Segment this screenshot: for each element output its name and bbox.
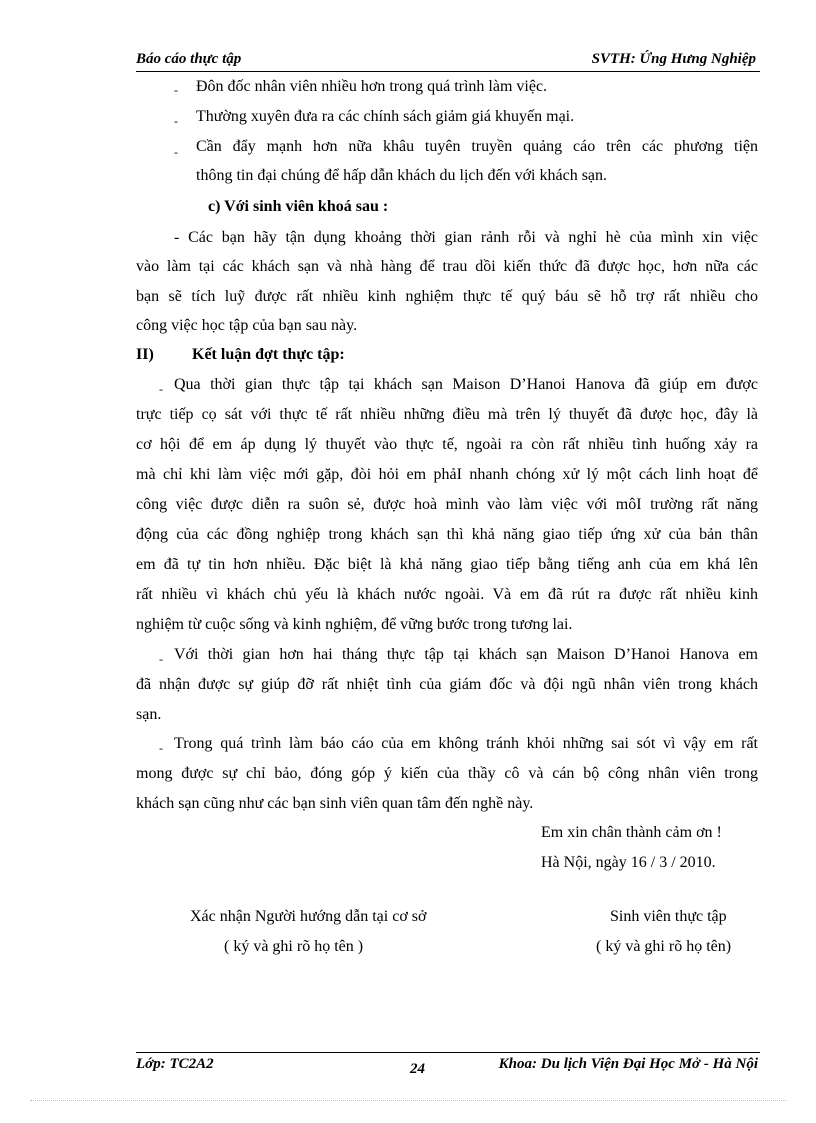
header-rule bbox=[136, 71, 760, 72]
footer-faculty: Khoa: Du lịch Viện Đại Học Mở - Hà Nội bbox=[498, 1056, 758, 1072]
closing-date: Hà Nội, ngày 16 / 3 / 2010. bbox=[541, 854, 716, 871]
footer-rule bbox=[136, 1052, 760, 1053]
bullet-dash: - bbox=[174, 83, 178, 97]
signature-right-note: ( ký và ghi rõ họ tên) bbox=[596, 938, 732, 955]
paragraph-line: đã nhận được sự giúp đỡ rất nhiệt tình của giám đốc và đội ngũ nhân viên trong khách bbox=[136, 676, 758, 693]
paragraph-dash: - bbox=[159, 652, 163, 666]
paragraph-line: khách sạn cũng như các bạn sinh viên quan tâm đến nghề này. bbox=[136, 795, 534, 812]
bullet-item: Cần đẩy mạnh hơn nữa khâu tuyên truyền quảng cáo trên các phương tiện bbox=[196, 138, 758, 155]
bullet-dash: - bbox=[174, 114, 178, 128]
signature-left-note: ( ký và ghi rõ họ tên ) bbox=[224, 938, 364, 955]
paragraph-line: - Các bạn hãy tận dụng khoảng thời gian rảnh rỗi và nghỉ hè của mình xin việc bbox=[174, 229, 758, 246]
signature-left-title: Xác nhận Người hướng dẫn tại cơ sở bbox=[190, 908, 427, 925]
paragraph-line: nghiệm từ cuộc sống và kinh nghiệm, để vững bước trong tương lai. bbox=[136, 616, 573, 633]
paragraph-line: Trong quá trình làm báo cáo của em không tránh khỏi những sai sót vì vậy em rất bbox=[174, 735, 758, 752]
paragraph-line: vào làm tại các khách sạn và nhà hàng để trau dồi kiến thức đã được học, hơn nữa các bbox=[136, 258, 758, 275]
paragraph-line: Với thời gian hơn hai tháng thực tập tại khách sạn Maison D’Hanoi Hanova em bbox=[174, 646, 758, 663]
paragraph-dash: - bbox=[159, 382, 163, 396]
section-title: Kết luận đợt thực tập: bbox=[192, 346, 345, 363]
bullet-item: Thường xuyên đưa ra các chính sách giảm giá khuyến mại. bbox=[196, 108, 575, 125]
paragraph-line: công việc học tập của bạn sau này. bbox=[136, 317, 358, 334]
paragraph-line: em đã tự tin hơn nhiều. Đặc biệt là khả năng giao tiếp bằng tiếng anh của em khá lên bbox=[136, 556, 758, 573]
footer-class: Lớp: TC2A2 bbox=[136, 1056, 214, 1072]
page-header bbox=[136, 51, 758, 71]
paragraph-line: bạn sẽ tích luỹ được rất nhiều kinh nghiệm thực tế quý báu sẽ hỗ trợ rất nhiều cho bbox=[136, 288, 758, 305]
page-number: 24 bbox=[410, 1061, 425, 1077]
page-edge-dots bbox=[30, 1100, 786, 1101]
paragraph-line: cơ hội để em áp dụng lý thuyết vào thực tế, ngoài ra còn rất nhiều tình huống xảy ra bbox=[136, 436, 758, 453]
closing-thanks: Em xin chân thành cảm ơn ! bbox=[541, 824, 722, 841]
paragraph-line: động của các đồng nghiệp trong khách sạn thì khả năng giao tiếp ứng xử của bản thân bbox=[136, 526, 758, 543]
bullet-item: Đôn đốc nhân viên nhiều hơn trong quá trình làm việc. bbox=[196, 78, 548, 95]
bullet-dash: - bbox=[174, 145, 178, 159]
paragraph-line: mong được sự chỉ bảo, đóng góp ý kiến của thầy cô và cán bộ công nhân viên trong bbox=[136, 765, 758, 782]
paragraph-line: rất nhiều vì khách chủ yếu là khách nước ngoài. Và em đã rút ra được rất nhiều kinh bbox=[136, 586, 758, 603]
header-student-name: SVTH: Ứng Hưng Nghiệp bbox=[591, 51, 756, 67]
paragraph-line: công việc được diễn ra suôn sẻ, được hoà mình vào làm việc với môI trường rất năng bbox=[136, 496, 758, 513]
signature-right-title: Sinh viên thực tập bbox=[610, 908, 727, 925]
header-report-title: Báo cáo thực tập bbox=[136, 51, 242, 67]
paragraph-line: Qua thời gian thực tập tại khách sạn Maison D’Hanoi Hanova đã giúp em được bbox=[174, 376, 758, 393]
paragraph-line: sạn. bbox=[136, 706, 162, 723]
section-c-heading: c) Với sinh viên khoá sau : bbox=[208, 198, 389, 215]
paragraph-line: mà chỉ khi làm việc mới gặp, đòi hỏi em phảI nhanh chóng xử lý một cách linh hoạt để bbox=[136, 466, 758, 483]
bullet-item-continued: thông tin đại chúng để hấp dẫn khách du lịch đến với khách sạn. bbox=[196, 167, 608, 184]
paragraph-dash: - bbox=[159, 741, 163, 755]
paragraph-line: trực tiếp cọ sát với thực tế rất nhiều những điều mà trên lý thuyết đã được học, đây là bbox=[136, 406, 758, 423]
section-number: II) bbox=[136, 346, 154, 363]
